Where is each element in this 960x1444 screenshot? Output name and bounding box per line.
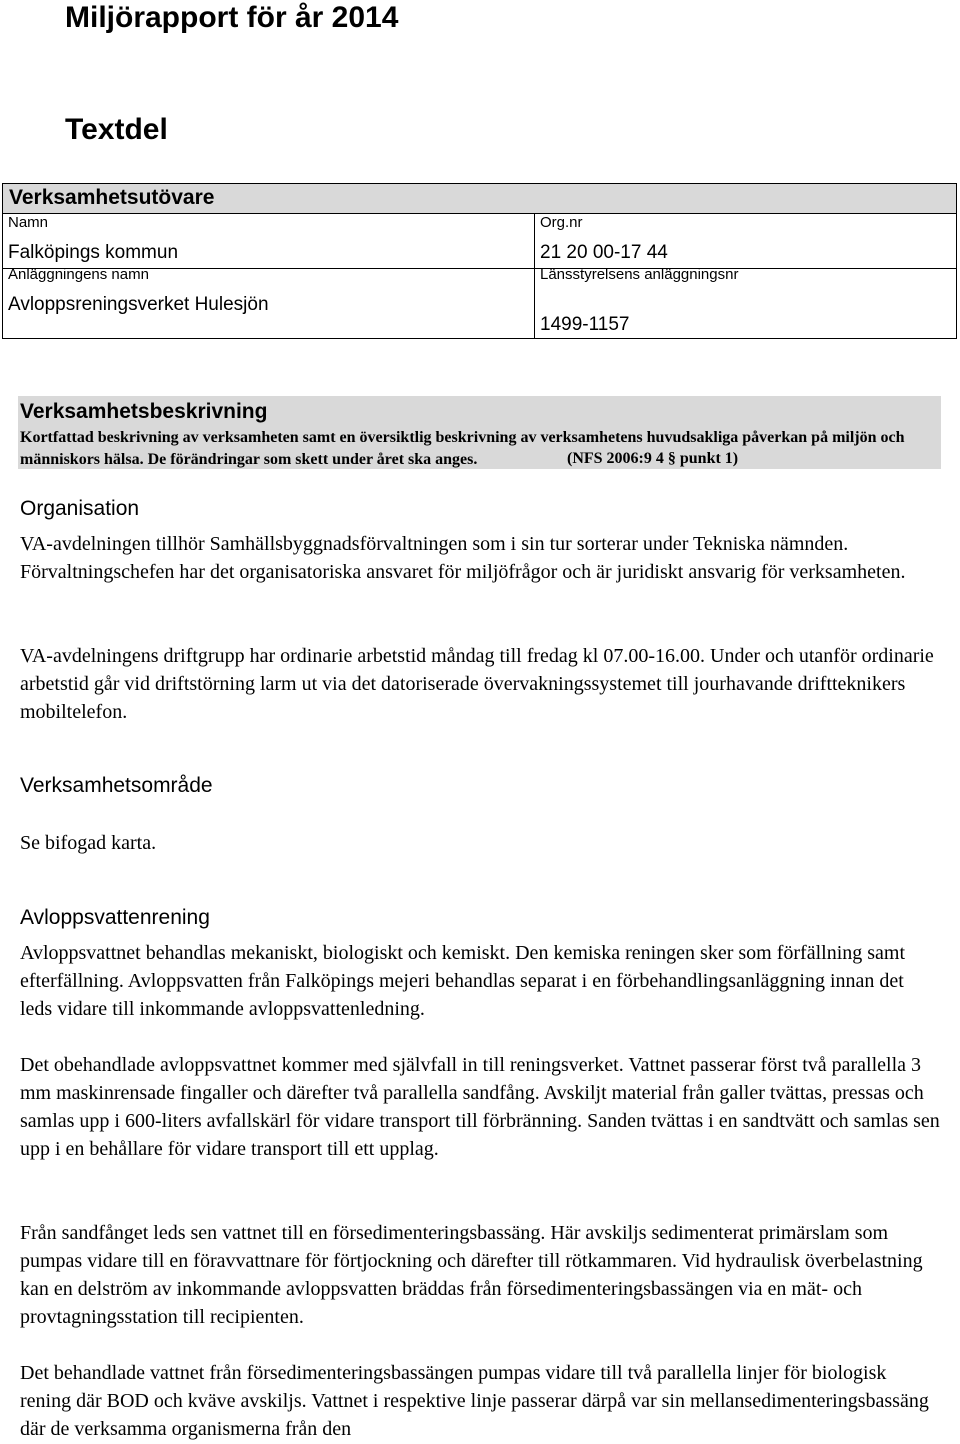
document-title: Miljörapport för år 2014 [65, 1, 399, 34]
wastewater-paragraph-1: Avloppsvattnet behandlas mekaniskt, biologiskt och kemiskt. Den kemiska reningen sker som förfällning samt efterfällning. Avloppsvatten från Falköpings mejeri behandlas separat i en förbehandlingsanläggning innan det leds vidare till inkommande avloppsvattenledning. [20, 942, 906, 1020]
wastewater-paragraph-4: Det behandlade vattnet från försedimenteringsbassängen pumpas vidare till två parallella linjer för biologisk rening där BOD och kväve avskiljs. Vattnet i respektive linje passerar därpå var sin mellansedimenteringsbassäng där de verksamma organismerna från den [20, 1362, 929, 1440]
county-facility-number-label: Länsstyrelsens anläggningsnr [540, 266, 739, 283]
facility-name-label: Anläggningens namn [8, 266, 149, 283]
description-heading: Verksamhetsbeskrivning [20, 400, 268, 423]
wastewater-paragraph-2: Det obehandlade avloppsvattnet kommer med självfall in till reningsverket. Vattnet passerar först två parallella 3 mm maskinrensade fingaller och därefter två parallella sandfång. Avskiljt material från galler tvättas, pressas och samlas upp i 600-liters avfallskärl för vidare transport till förbränning. Sanden tvättas i en sandtvätt och samlas sen upp i en behållare för vidare transport till ett upplag. [20, 1054, 940, 1160]
facility-name-value: Avloppsreningsverket Hulesjön [8, 294, 269, 315]
table-divider-vertical [534, 213, 535, 339]
county-facility-number-value: 1499-1157 [540, 314, 630, 335]
document-subtitle: Textdel [65, 113, 168, 146]
operator-table [2, 183, 957, 339]
name-label: Namn [8, 214, 49, 231]
organisation-paragraph-2: VA-avdelningens driftgrupp har ordinarie arbetstid måndag till fredag kl 07.00-16.00. Under och utanför ordinarie arbetstid går vid driftstörning larm ut via det datoriserade övervakningssystemet till jourhavande driftteknikers mobiltelefon. [20, 645, 934, 723]
description-reference: (NFS 2006:9 4 § punkt 1) [567, 450, 739, 467]
wastewater-paragraph-3: Från sandfånget leds sen vattnet till en försedimenteringsbassäng. Här avskiljs sedimenterat primärslam som pumpas vidare till en föravvattnare för förtjockning och därefter till rötkammaren. Vid hydraulisk överbelastning kan en delström av inkommande avloppsvatten bräddas från försedimenteringsbassängen via en mät- och provtagningsstation till recipienten. [20, 1222, 923, 1328]
description-box [18, 396, 941, 469]
name-value: Falköpings kommun [8, 242, 179, 263]
operator-table-header [3, 184, 956, 214]
area-paragraph: Se bifogad karta. [20, 832, 157, 854]
description-instruction: Kortfattad beskrivning av verksamheten samt en översiktlig beskrivning av verksamhetens huvudsakliga påverkan på miljön och människors hälsa. De förändringar som skett under året ska anges. [20, 429, 905, 468]
org-number-value: 21 20 00-17 44 [540, 242, 668, 263]
org-number-label: Org.nr [540, 214, 583, 231]
operator-heading: Verksamhetsutövare [9, 186, 215, 209]
organisation-paragraph-1: VA-avdelningen tillhör Samhällsbyggnadsförvaltningen som i sin tur sorterar under Tekniska nämnden. Förvaltningschefen har det organisatoriska ansvaret för miljöfrågor och är juridiskt ansvarig för verksamheten. [20, 533, 906, 583]
section-heading-organisation: Organisation [20, 497, 140, 520]
section-heading-area: Verksamhetsområde [20, 774, 213, 797]
section-heading-wastewater: Avloppsvattenrening [20, 906, 210, 929]
